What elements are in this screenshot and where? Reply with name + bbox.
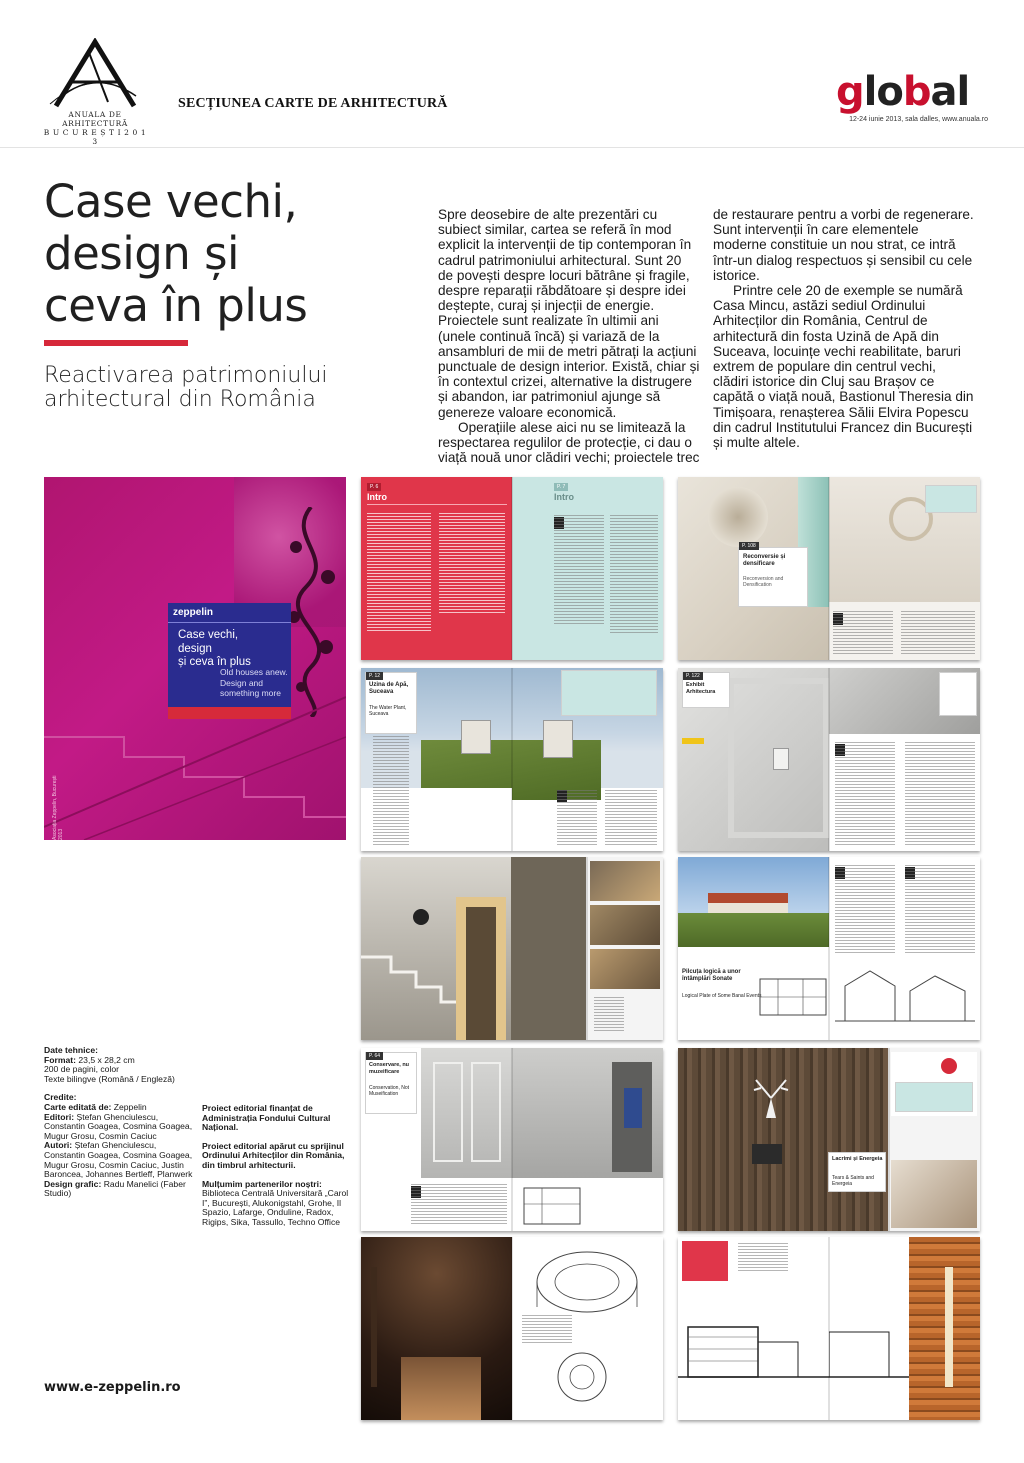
spread-conservare-plan-icon bbox=[522, 1186, 582, 1226]
spread-lacrimi-note bbox=[895, 1082, 973, 1112]
spread-section bbox=[678, 1237, 980, 1420]
cover-sub-line1: Old houses anew. bbox=[220, 667, 288, 677]
spread-reconversie-card bbox=[738, 543, 808, 607]
spread-uzina-title: Uzina de Apă, Suceava bbox=[369, 682, 409, 695]
credits-thanks-heading: Mulțumim partenerilor noștri: bbox=[202, 1178, 322, 1189]
spread-theatre-floor bbox=[401, 1357, 481, 1420]
spread-conservare-door-right bbox=[471, 1062, 501, 1162]
body-col2-paragraph-1: de restaurare pentru a vorbi de regenerare. Sunt intervenții în care elementele moderne constituie un nou strat, ce intră într-un dialog respectuos și sensibil cu cele istorice. bbox=[713, 207, 974, 283]
spread-lacrimi-card bbox=[828, 1152, 886, 1192]
spread-reconversie-left-page bbox=[678, 477, 829, 660]
spread-intro-title: Intro bbox=[367, 492, 387, 502]
spread-exhibit-text-a bbox=[835, 742, 895, 846]
spread-plicuta-title-en: Logical Plate of Some Banal Events bbox=[682, 993, 762, 999]
spread-conservare-title-en: Conservation, Not Museification bbox=[369, 1085, 410, 1097]
spread-plicuta-title: Pilcuța logică a unor întâmplări Sonate bbox=[682, 969, 741, 982]
spread-theatre-text bbox=[522, 1315, 572, 1345]
cover-brand-divider bbox=[168, 622, 291, 623]
body-col1-paragraph-1: Spre deosebire de alte prezentări cu subiect similar, cartea se referă în mod explicit la intervenții de tip contemporan în cadrul patrimoniului arhitectural. Sunt 20 de povești despre locuri bătrâne și fragile, despre reparații răbdătoare și despre idei deștepte, curaj și injecții de energie. Proiectele sunt realizate în ultimii ani (unele continuă încă) și variază de la ansambluri de mii de metri pătrați la acțiuni punctuale de design interior. Există, chiar și în contextul crizei, alternative la distrugere și abandon, iar patrimoniul ajunge să genereze valoare economică. bbox=[438, 207, 700, 420]
spread-theatre-right-page bbox=[512, 1237, 663, 1420]
spread-intro-text-b bbox=[439, 513, 505, 613]
main-title-line2: design și bbox=[44, 227, 240, 280]
spread-exhibit bbox=[678, 668, 980, 851]
spread-intro-right-text-b bbox=[610, 515, 658, 635]
anuala-caption bbox=[40, 110, 150, 146]
global-logo-lo: lo bbox=[863, 69, 903, 115]
spread-reconversie-title: Reconversie și densificare bbox=[743, 554, 786, 567]
spread-uzina-text-a bbox=[373, 736, 409, 846]
spread-intro bbox=[361, 477, 663, 660]
credits-design-value: Radu Manelici (Faber Studio) bbox=[44, 1178, 186, 1199]
spread-fold bbox=[888, 1048, 890, 1231]
spread-exhibit-right-page bbox=[829, 668, 980, 851]
technical-info bbox=[44, 1046, 194, 1199]
spread-fold bbox=[511, 1048, 513, 1231]
spread-interior-thumb-3 bbox=[590, 949, 660, 989]
credits-authors-value: Ștefan Ghenciulescu, Constantin Goagea, Cosmina Goagea, Mugur Grosu, Cosmin Caciuc, Justin Baroncea, Johannes Bertleff, Planwerk bbox=[44, 1140, 193, 1180]
page-header bbox=[0, 0, 1024, 148]
cover-title-line2: design bbox=[178, 642, 212, 655]
global-logo-al: al bbox=[930, 69, 970, 115]
spread-plicuta-elevation-icon bbox=[835, 961, 975, 1031]
cover-title-line3: și ceva în plus bbox=[178, 656, 251, 668]
spread-lacrimi-right-top bbox=[891, 1052, 977, 1116]
spread-uzina-title-en: The Water Plant, Suceava bbox=[369, 705, 407, 717]
spread-exhibit-note bbox=[939, 672, 977, 716]
credits-editors-label: Editori: bbox=[44, 1111, 75, 1122]
spread-lacrimi bbox=[678, 1048, 980, 1231]
spread-uzina-text-c bbox=[605, 790, 657, 846]
deer-head-icon bbox=[746, 1078, 796, 1118]
spread-reconversie-note bbox=[925, 485, 977, 513]
cover-red-band bbox=[168, 707, 291, 719]
spread-plicuta-grass bbox=[678, 913, 829, 947]
title-red-rule bbox=[44, 340, 188, 346]
cover-title-line1: Case vechi, bbox=[178, 629, 239, 641]
spread-reconversie-right-page bbox=[829, 477, 980, 660]
cover-sub-line2: Design and bbox=[220, 677, 264, 688]
spread-plicuta-left-page bbox=[678, 857, 829, 1040]
cover-spine-text: Asociația Zeppelin, București 2013 bbox=[52, 775, 64, 840]
spread-fold bbox=[828, 477, 830, 660]
tech-heading: Date tehnice: bbox=[44, 1045, 98, 1055]
spread-fold bbox=[828, 668, 830, 851]
spread-theatre bbox=[361, 1237, 663, 1420]
credits-published-value: Zeppelin bbox=[113, 1101, 147, 1112]
subtitle bbox=[44, 364, 404, 412]
spread-uzina-building-2 bbox=[543, 720, 573, 758]
spread-fold bbox=[828, 857, 830, 1040]
global-logo-b: b bbox=[902, 69, 931, 115]
spread-intro-right-page bbox=[512, 477, 663, 660]
spread-plicuta bbox=[678, 857, 980, 1040]
cover-brand: zeppelin bbox=[173, 607, 214, 618]
spread-interior-thumb-2 bbox=[590, 905, 660, 945]
spread-uzina bbox=[361, 668, 663, 851]
spread-intro-tag: P. 6 bbox=[367, 483, 381, 491]
spread-plicuta-floorplan-icon bbox=[758, 977, 828, 1017]
spread-intro-rule bbox=[367, 504, 507, 505]
spread-uzina-card bbox=[365, 672, 417, 734]
spread-intro-right-text-a bbox=[554, 515, 604, 625]
spread-fold bbox=[511, 477, 513, 660]
spread-intro-left-page bbox=[361, 477, 512, 660]
tech-pages: 200 de pagini, color bbox=[44, 1064, 120, 1075]
main-title-line3: ceva în plus bbox=[44, 279, 308, 332]
spread-fold bbox=[586, 857, 588, 1040]
spread-exhibit-card bbox=[682, 672, 730, 708]
spread-conservare-title: Conservare, nu muzeificare bbox=[369, 1062, 410, 1075]
spread-lacrimi-photo-small bbox=[891, 1160, 977, 1228]
spread-lacrimi-title-en: Tears & Saints and Energeia bbox=[832, 1175, 874, 1187]
spread-reconversie-text-b bbox=[901, 611, 975, 655]
credits-published-label: Carte editată de: bbox=[44, 1101, 112, 1112]
spread-fold bbox=[511, 668, 513, 851]
spread-uzina-building-1 bbox=[461, 720, 491, 754]
spread-conservare-door-left bbox=[433, 1062, 463, 1162]
spread-uzina-text-b bbox=[557, 790, 597, 846]
spread-interior bbox=[361, 857, 663, 1040]
spread-conservare-card bbox=[365, 1052, 417, 1114]
spread-reconversie-text-a bbox=[833, 611, 893, 655]
subtitle-line1: Reactivarea patrimoniului bbox=[44, 363, 328, 388]
main-title-line1: Case vechi, bbox=[44, 175, 298, 228]
spread-conservare-left-page bbox=[361, 1048, 512, 1231]
spread-exhibit-yellow-mark bbox=[682, 738, 704, 744]
body-column-2 bbox=[713, 207, 975, 450]
spread-plicuta-right-page bbox=[829, 857, 980, 1040]
spread-plicuta-text-b bbox=[905, 865, 975, 955]
book-cover bbox=[44, 477, 346, 840]
spread-interior-caption bbox=[594, 997, 624, 1033]
spread-lacrimi-wood-photo bbox=[678, 1048, 888, 1231]
spread-intro-text-a bbox=[367, 513, 431, 633]
spread-reconversie-tag: P. 108 bbox=[739, 542, 759, 550]
spread-exhibit-switch bbox=[773, 748, 789, 770]
website-link[interactable]: www.e-zeppelin.ro bbox=[44, 1380, 181, 1395]
spread-lacrimi-title: Lacrimi și Energeia bbox=[832, 1156, 883, 1162]
section-title: SECȚIUNEA CARTE DE ARHITECTURĂ bbox=[178, 96, 448, 111]
credits-heading: Credite: bbox=[44, 1092, 77, 1103]
spread-plicuta-text-a bbox=[835, 865, 895, 955]
spread-conservare-text bbox=[411, 1184, 507, 1226]
tech-format-value: 23,5 x 28,2 cm bbox=[78, 1054, 135, 1065]
spread-reconversie bbox=[678, 477, 980, 660]
spread-section-red-note bbox=[682, 1241, 728, 1281]
spread-section-light-slit bbox=[945, 1267, 953, 1387]
spread-theatre-dark-photo bbox=[361, 1237, 512, 1420]
anuala-caption-line2: B U C U R E Ș T I 2 0 1 3 bbox=[43, 128, 147, 146]
spread-intro-title-right: Intro bbox=[554, 492, 574, 502]
spread-intro-tag-right: P. 7 bbox=[554, 483, 568, 491]
credits-design bbox=[44, 1180, 194, 1199]
spread-conservare-tag: P. 64 bbox=[366, 1052, 383, 1060]
spread-section-right-page bbox=[829, 1237, 980, 1420]
cover-subtitle bbox=[220, 667, 288, 699]
credits-funding: Proiect editorial finanțat de Administrația Fondului Cultural Național. bbox=[202, 1103, 331, 1133]
spread-lacrimi-red-dot bbox=[941, 1058, 957, 1074]
spread-lacrimi-sign bbox=[752, 1144, 782, 1164]
credits-authors-label: Autori: bbox=[44, 1140, 73, 1151]
cover-title-panel bbox=[168, 603, 291, 719]
spread-exhibit-tag: P. 122 bbox=[683, 672, 703, 680]
credits-sponsors bbox=[202, 1104, 352, 1228]
spread-section-drawing-icon bbox=[678, 1307, 829, 1397]
spread-section-text bbox=[738, 1243, 788, 1273]
spread-reconversie-title-en: Reconversion and Densification bbox=[743, 576, 784, 588]
spread-exhibit-text-b bbox=[905, 742, 975, 846]
body-col1-paragraph-2: Operațiile alese aici nu se limitează la respectarea regulilor de protecție, ci dau o viață nouă unor clădiri vechi; proiectele trec bbox=[438, 419, 700, 466]
global-logo bbox=[836, 69, 970, 115]
spread-exhibit-title: Exhibit Arhitectura bbox=[686, 682, 716, 695]
anuala-caption-line1: ANUALA DE ARHITECTURĂ bbox=[62, 110, 128, 128]
global-logo-g: g bbox=[836, 69, 864, 115]
anuala-a-icon bbox=[40, 38, 150, 110]
spread-exhibit-left-page bbox=[678, 668, 829, 851]
main-title bbox=[44, 176, 404, 332]
credits-design-label: Design grafic: bbox=[44, 1178, 102, 1189]
spread-uzina-tag: P. 12 bbox=[366, 672, 383, 680]
spread-uzina-quote-card bbox=[561, 670, 657, 716]
credits-thanks-value: Biblioteca Centrală Universitară „Carol I”, București, Alukonigstahl, Grohe, Il Spazio, Lafarge, Onduline, Radox, Rigips, Sika, Tassullo, Techno Office bbox=[202, 1188, 349, 1227]
spread-reconversie-stucco bbox=[708, 487, 768, 547]
spread-conservare-wrapped-object bbox=[624, 1088, 642, 1128]
spread-fold bbox=[828, 1237, 830, 1420]
spread-theatre-pillar bbox=[371, 1267, 377, 1387]
tech-format-label: Format: bbox=[44, 1054, 76, 1065]
subtitle-line2: arhitectural din România bbox=[44, 387, 316, 412]
body-column-1 bbox=[438, 207, 700, 465]
spread-conservare-right-page bbox=[512, 1048, 663, 1231]
spread-conservare bbox=[361, 1048, 663, 1231]
cover-title bbox=[178, 629, 288, 670]
spread-section-left-page bbox=[678, 1237, 829, 1420]
body-col2-paragraph-2: Printre cele 20 de exemple se numără Casa Mincu, astăzi sediul Ordinului Arhitecților din România, Centrul de arhitectură din fosta Uzină de Apă din Suceava, locuințe vechi reabilitate, baruri extrem de populare din centrul vechi, clădiri istorice din Cluj sau Brașov ce capătă o viață nouă, Bastionul Theresia din Timișoara, renașterea Sălii Elvira Popescu din cadrul Institutului Francez din București și multe altele. bbox=[713, 283, 974, 451]
credits-editors-value: Ștefan Ghenciulescu, Constantin Goagea, Cosmina Goagea, Mugur Grosu, Cosmin Caciuc bbox=[44, 1111, 193, 1141]
spread-fold bbox=[511, 1237, 513, 1420]
credits-editors bbox=[44, 1113, 194, 1142]
spread-interior-main-photo bbox=[361, 857, 586, 1040]
global-date: 12-24 iunie 2013, sala dalles, www.anuala.ro bbox=[849, 116, 988, 123]
spread-interior-stairs-icon bbox=[361, 857, 586, 1040]
credits-support: Proiect editorial apărut cu sprijinul Ordinului Arhitecților din România, din timbrul arhitecturii. bbox=[202, 1140, 345, 1170]
spread-interior-thumb-1 bbox=[590, 861, 660, 901]
tech-bilingual: Texte bilingve (Română / Engleză) bbox=[44, 1073, 175, 1084]
cover-sub-line3: something more bbox=[220, 688, 281, 698]
credits-authors bbox=[44, 1141, 194, 1179]
